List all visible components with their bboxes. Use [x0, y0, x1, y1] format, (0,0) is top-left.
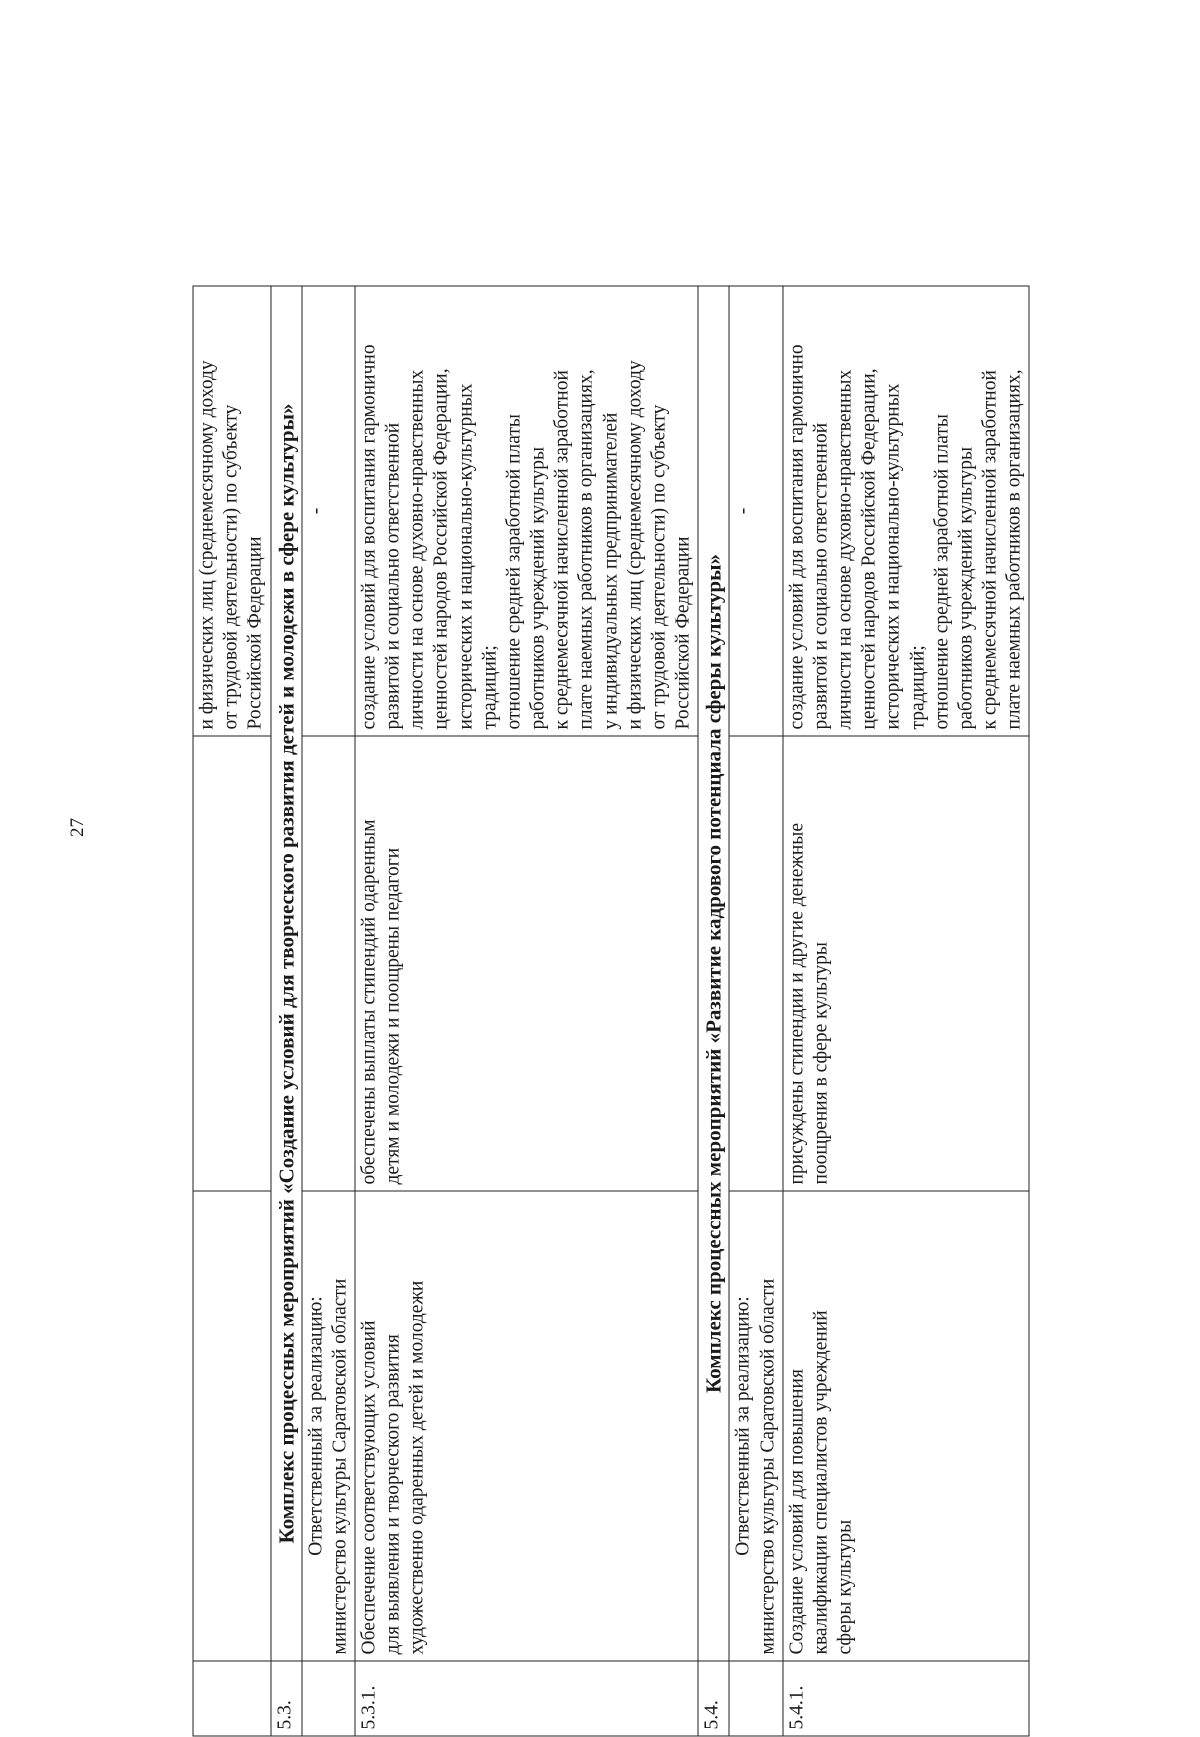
text-line: традиций; — [907, 645, 929, 730]
responsible-row-5-3 — [302, 286, 355, 1736]
text-line: работников учреждений культуры — [955, 446, 977, 730]
text-line: отношение средней заработной платы — [503, 413, 525, 730]
text-line: поощрения в сфере культуры — [810, 942, 832, 1185]
dash-cell: - — [729, 286, 782, 736]
text-line: отношение средней заработной платы — [931, 413, 953, 730]
text-line: и физических лиц (среднемесячному доходу — [196, 360, 218, 730]
text-line: Создание условий для повышения — [786, 1369, 808, 1655]
text-line: Российской Федерации — [244, 536, 266, 730]
cell-link — [193, 286, 271, 736]
measures-table — [193, 286, 1030, 1737]
text-line: плате наемных работников в организациях, — [1003, 369, 1025, 730]
result-cell — [355, 736, 698, 1191]
cell-num — [729, 1661, 782, 1736]
text-line: для выявления и творческого развития — [382, 1334, 404, 1655]
cell-result — [302, 736, 355, 1191]
link-cell — [355, 286, 698, 736]
text-line: к среднемесячной начисленной заработной — [979, 370, 1001, 730]
result-cell — [783, 736, 1030, 1191]
text-line: от трудовой деятельности) по субъекту — [648, 404, 670, 730]
task-cell — [783, 1191, 1030, 1661]
task-cell — [355, 1191, 698, 1661]
text-line: и физических лиц (среднемесячному доходу — [624, 360, 646, 730]
cell-result — [729, 736, 782, 1191]
text-line: работников учреждений культуры — [527, 446, 549, 730]
responsible-org: министерство культуры Саратовской области — [329, 1278, 351, 1655]
table-row-5-3-1 — [355, 286, 698, 1736]
text-line: развитой и социально ответственной — [382, 422, 404, 730]
link-cell — [783, 286, 1030, 736]
text-line: ценностей народов Российской Федерации, — [858, 368, 880, 730]
cell-num — [193, 1661, 271, 1736]
section-row-5-4 — [698, 286, 729, 1736]
text-line: традиций; — [479, 645, 501, 730]
section-number: 5.4. — [698, 1661, 729, 1736]
page-number: 27 — [67, 818, 88, 837]
table-row-continuation — [193, 286, 271, 1736]
responsible-label: Ответственный за реализацию: — [305, 1296, 327, 1556]
responsible-cell — [302, 1191, 355, 1661]
text-line: ценностей народов Российской Федерации, — [430, 368, 452, 730]
text-line: квалификации специалистов учреждений — [810, 1310, 832, 1655]
text-line: исторических и национально-культурных — [455, 383, 477, 730]
section-number: 5.3. — [271, 1661, 302, 1736]
dash-cell: - — [302, 286, 355, 736]
section-title: Комплекс процессных мероприятий «Развитие кадрового потенциала сферы культуры» — [698, 286, 729, 1661]
text-line: детям и молодежи и поощрены педагоги — [382, 847, 404, 1185]
cell-result — [193, 736, 271, 1191]
text-line: сферы культуры — [834, 1519, 856, 1655]
text-line: обеспечены выплаты стипендий одаренным — [358, 819, 380, 1185]
text-line: создание условий для воспитания гармонично — [358, 344, 380, 730]
text-line: Обеспечение соответствующих условий — [358, 1320, 380, 1655]
row-number: 5.4.1. — [783, 1661, 1030, 1736]
responsible-org: министерство культуры Саратовской области — [757, 1278, 778, 1655]
cell-num — [302, 1661, 355, 1736]
cell-task — [193, 1191, 271, 1661]
text-line: создание условий для воспитания гармонично — [786, 344, 808, 730]
text-line: от трудовой деятельности) по субъекту — [220, 404, 242, 730]
table-row-5-4-1 — [783, 286, 1030, 1736]
section-title: Комплекс процессных мероприятий «Создание условий для творческого развития детей и молодежи в сфере культуры» — [271, 286, 302, 1661]
responsible-label: Ответственный за реализацию: — [732, 1296, 754, 1556]
text-line: исторических и национально-культурных — [882, 383, 904, 730]
section-row-5-3 — [271, 286, 302, 1736]
text-line: личности на основе духовно-нравственных — [406, 369, 428, 730]
text-line: к среднемесячной начисленной заработной — [551, 370, 573, 730]
text-line: плате наемных работников в организациях, — [575, 369, 597, 730]
responsible-cell — [729, 1191, 782, 1661]
responsible-row-5-4 — [729, 286, 782, 1736]
text-line: развитой и социально ответственной — [810, 422, 832, 730]
rotated-table-container — [193, 287, 1126, 1737]
text-line: присуждены стипендии и другие денежные — [786, 822, 808, 1185]
row-number: 5.3.1. — [355, 1661, 698, 1736]
text-line: личности на основе духовно-нравственных — [834, 369, 856, 730]
text-line: Российской Федерации — [672, 536, 694, 730]
text-line: у индивидуальных предпринимателей — [600, 412, 622, 730]
text-line: художественно одаренных детей и молодежи — [406, 1280, 428, 1655]
